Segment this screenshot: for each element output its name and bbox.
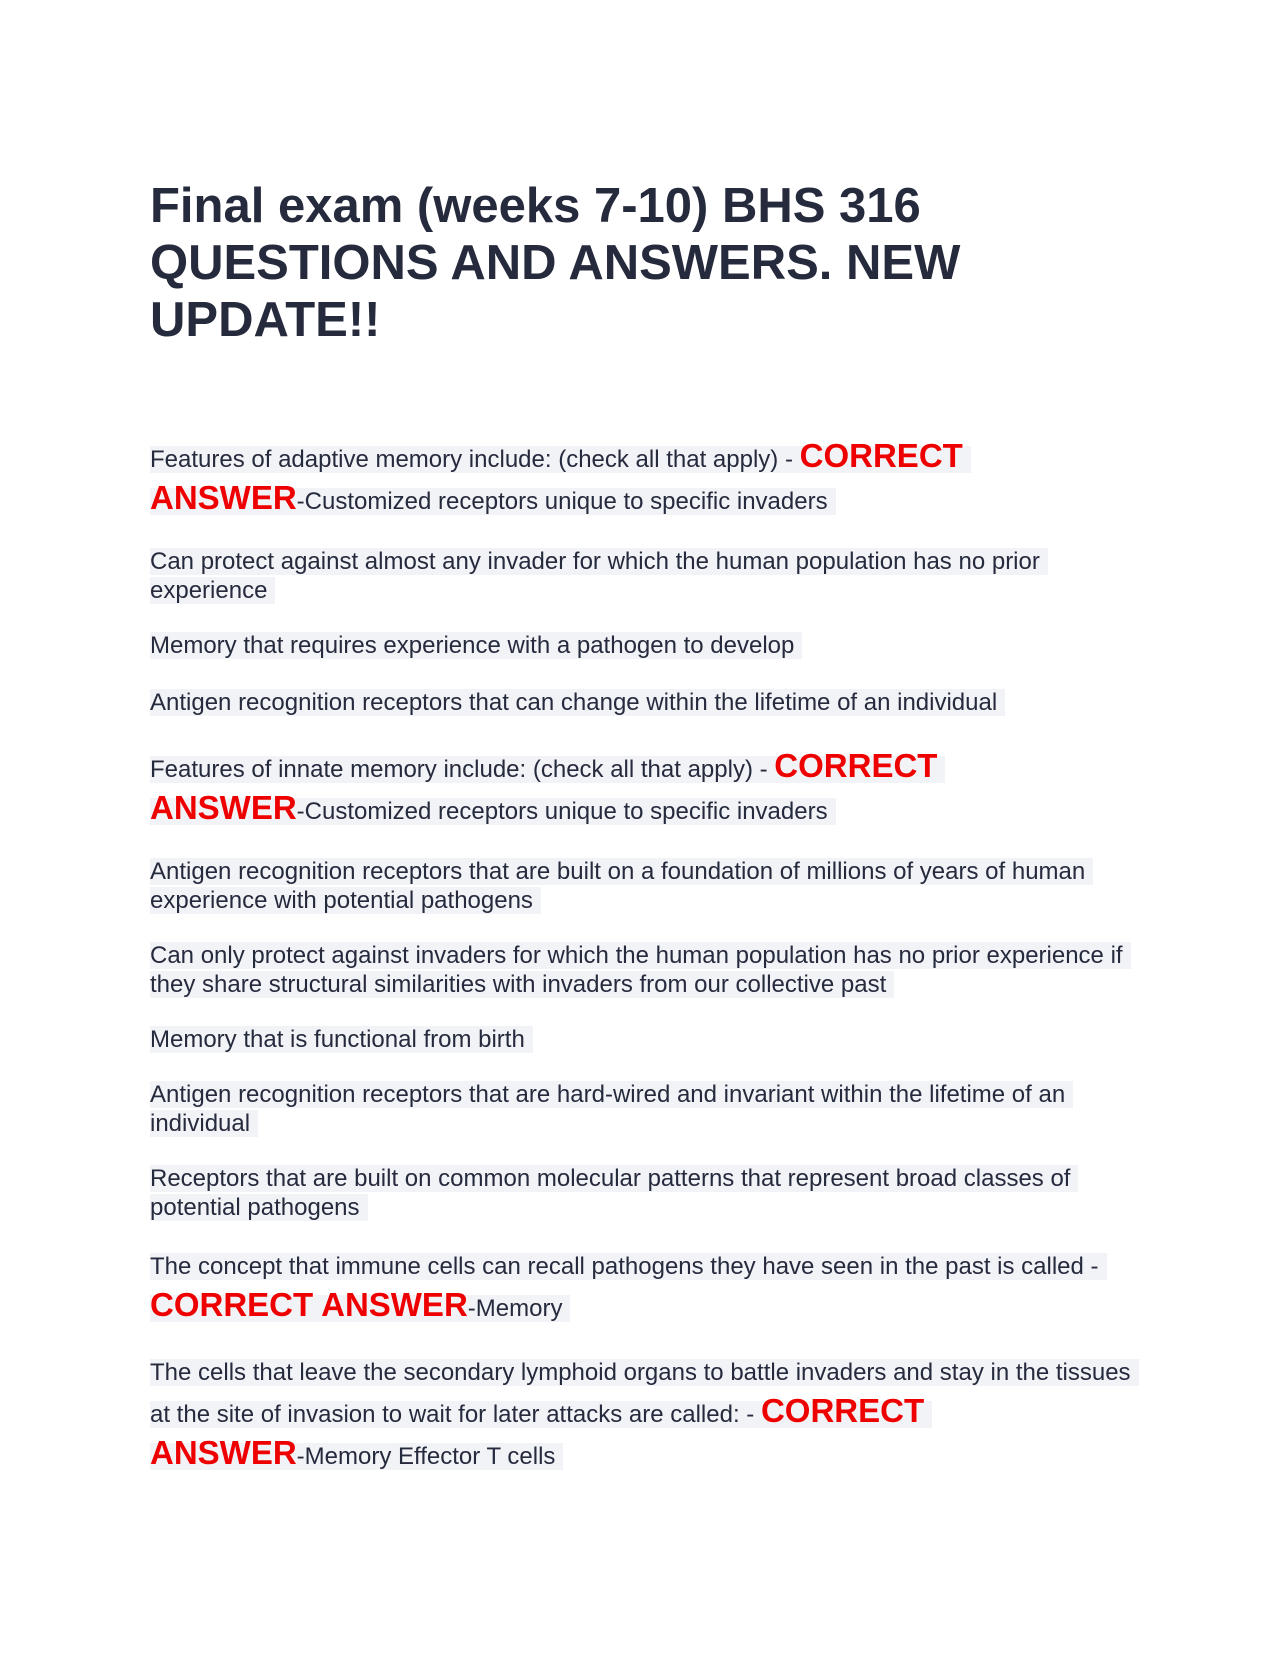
- document-page: [150, 178, 1140, 1476]
- answer-option: Antigen recognition receptors that can change within the lifetime of an individual: [150, 688, 1140, 717]
- correct-answer-tag: CORRECT ANSWER: [150, 1286, 468, 1323]
- answer-option: Can only protect against invaders for which the human population has no prior experience if they share structural similarities with invaders from our collective past: [150, 941, 1140, 999]
- question-text: Features of adaptive memory include: (check all that apply) - CORRECT: [150, 446, 971, 473]
- document-title: Final exam (weeks 7-10) BHS 316 QUESTIONS AND ANSWERS. NEW UPDATE!!: [150, 179, 961, 347]
- correct-answer-tag: ANSWER: [150, 789, 297, 826]
- answer-text: ANSWER-Memory Effector T cells: [150, 1443, 563, 1470]
- question-block: [150, 1354, 1140, 1476]
- answer-text: ANSWER-Customized receptors unique to specific invaders: [150, 488, 836, 515]
- question-block: [150, 437, 1140, 521]
- answer-option: Memory that requires experience with a pathogen to develop: [150, 631, 1140, 660]
- question-text: Features of innate memory include: (check all that apply) - CORRECT: [150, 756, 945, 783]
- question-block: [150, 747, 1140, 831]
- answer-option: Memory that is functional from birth: [150, 1025, 1140, 1054]
- correct-answer-tag: ANSWER: [150, 479, 297, 516]
- answer-option: Can protect against almost any invader for which the human population has no prior experience: [150, 547, 1140, 605]
- question-text: The concept that immune cells can recall pathogens they have seen in the past is called - CORRECT ANSWER-Memory: [150, 1253, 1107, 1322]
- correct-answer-tag: CORRECT: [774, 747, 938, 784]
- correct-answer-tag: CORRECT: [799, 437, 963, 474]
- answer-option: Antigen recognition receptors that are built on a foundation of millions of years of human experience with potential pathogens: [150, 857, 1140, 915]
- correct-answer-tag: ANSWER: [150, 1434, 297, 1471]
- answer-option: Receptors that are built on common molecular patterns that represent broad classes of potential pathogens: [150, 1164, 1140, 1222]
- answer-option: Antigen recognition receptors that are hard-wired and invariant within the lifetime of an individual: [150, 1080, 1140, 1138]
- correct-answer-tag: CORRECT: [760, 1392, 925, 1429]
- question-text: The cells that leave the secondary lymphoid organs to battle invaders and stay in the tissues at the site of invasion to wait for later attacks are called: - CORRECT: [150, 1359, 1139, 1428]
- question-block: [150, 1248, 1140, 1328]
- answer-text: ANSWER-Customized receptors unique to specific invaders: [150, 798, 836, 825]
